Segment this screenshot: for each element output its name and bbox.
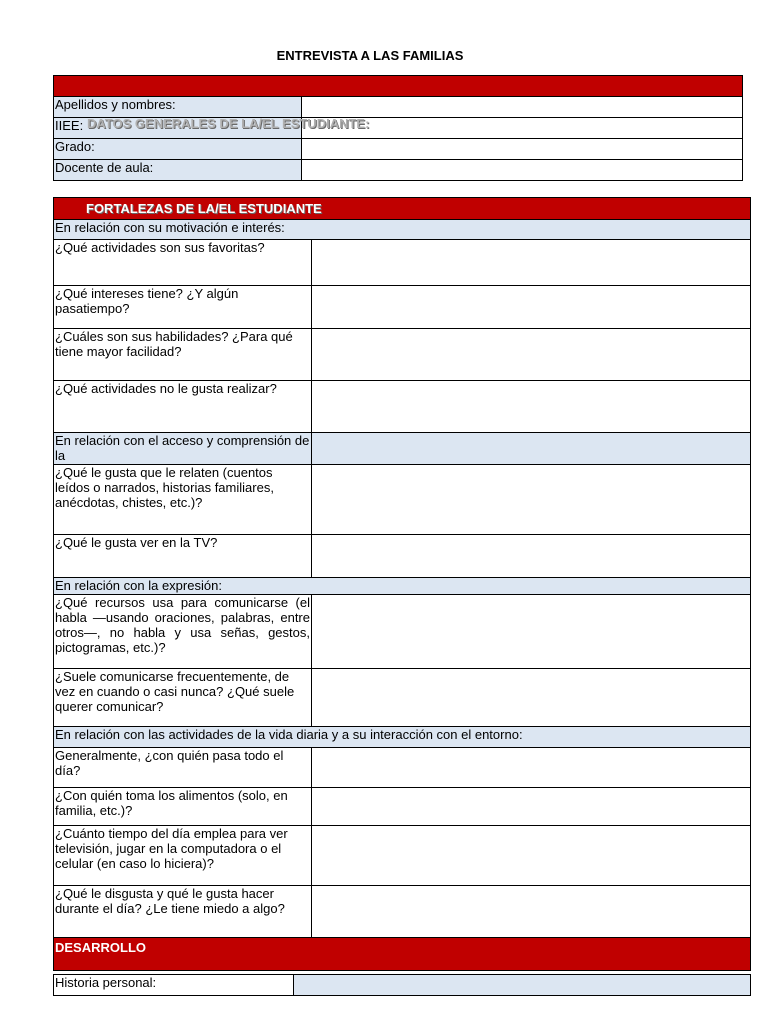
answer-dislikes[interactable] — [312, 381, 751, 433]
access-heading: En relación con el acceso y comprensión de la — [54, 433, 312, 465]
question-communication-resources: ¿Qué recursos usa para comunicarse (el habla —usando oraciones, palabras, entre otros—, no habla y usa señas, gestos, pictogramas, etc.)? — [54, 595, 312, 669]
field-label-grade: Grado: — [54, 139, 302, 160]
general-section-title: DATOS GENERALES DE LA/EL ESTUDIANTE: — [87, 116, 370, 131]
answer-communication-frequency[interactable] — [312, 669, 751, 727]
question-favorite-activities: ¿Qué actividades son sus favoritas? — [54, 240, 312, 286]
access-heading-blank — [312, 433, 751, 465]
question-interests: ¿Qué intereses tiene? ¿Y algún pasatiempo? — [54, 286, 312, 329]
development-header — [54, 938, 751, 971]
answer-meals[interactable] — [312, 788, 751, 826]
question-likes-dislikes: ¿Qué le disgusta y qué le gusta hacer durante el día? ¿Le tiene miedo a algo? — [54, 886, 312, 938]
question-dislikes: ¿Qué actividades no le gusta realizar? — [54, 381, 312, 433]
field-label-iiee: IIEE: — [54, 118, 302, 139]
answer-favorite-activities[interactable] — [312, 240, 751, 286]
answer-abilities[interactable] — [312, 329, 751, 381]
development-section-title: DESARROLLO — [55, 940, 146, 955]
strengths-section-title: FORTALEZAS DE LA/EL ESTUDIANTE — [86, 201, 322, 216]
question-abilities: ¿Cuáles son sus habilidades? ¿Para qué tiene mayor facilidad? — [54, 329, 312, 381]
development-table — [53, 974, 751, 996]
motivation-heading: En relación con su motivación e interés: — [54, 220, 751, 240]
question-screen-time: ¿Cuánto tiempo del día emplea para ver televisión, jugar en la computadora o el celular (en caso lo hiciera)? — [54, 826, 312, 886]
field-input-names[interactable] — [302, 97, 743, 118]
answer-who-spends-day[interactable] — [312, 748, 751, 788]
answer-screen-time[interactable] — [312, 826, 751, 886]
general-header-bar — [54, 76, 743, 97]
strengths-header — [54, 198, 751, 220]
strengths-table — [53, 197, 751, 971]
document-title: ENTREVISTA A LAS FAMILIAS — [276, 48, 464, 63]
answer-interests[interactable] — [312, 286, 751, 329]
field-input-teacher[interactable] — [302, 160, 743, 181]
question-tv: ¿Qué le gusta ver en la TV? — [54, 535, 312, 578]
field-input-personal-history[interactable] — [294, 975, 751, 996]
question-meals: ¿Con quién toma los alimentos (solo, en familia, etc.)? — [54, 788, 312, 826]
answer-likes-dislikes[interactable] — [312, 886, 751, 938]
answer-stories[interactable] — [312, 465, 751, 535]
field-label-personal-history: Historia personal: — [54, 975, 294, 996]
question-who-spends-day: Generalmente, ¿con quién pasa todo el día? — [54, 748, 312, 788]
field-label-names: Apellidos y nombres: — [54, 97, 302, 118]
field-label-teacher: Docente de aula: — [54, 160, 302, 181]
answer-communication-resources[interactable] — [312, 595, 751, 669]
daily-life-heading: En relación con las actividades de la vida diaria y a su interacción con el entorno: — [54, 727, 751, 748]
expression-heading: En relación con la expresión: — [54, 578, 751, 595]
answer-tv[interactable] — [312, 535, 751, 578]
question-stories: ¿Qué le gusta que le relaten (cuentos leídos o narrados, historias familiares, anécdotas, chistes, etc.)? — [54, 465, 312, 535]
question-communication-frequency: ¿Suele comunicarse frecuentemente, de vez en cuando o casi nunca? ¿Qué suele querer comunicar? — [54, 669, 312, 727]
field-input-grade[interactable] — [302, 139, 743, 160]
